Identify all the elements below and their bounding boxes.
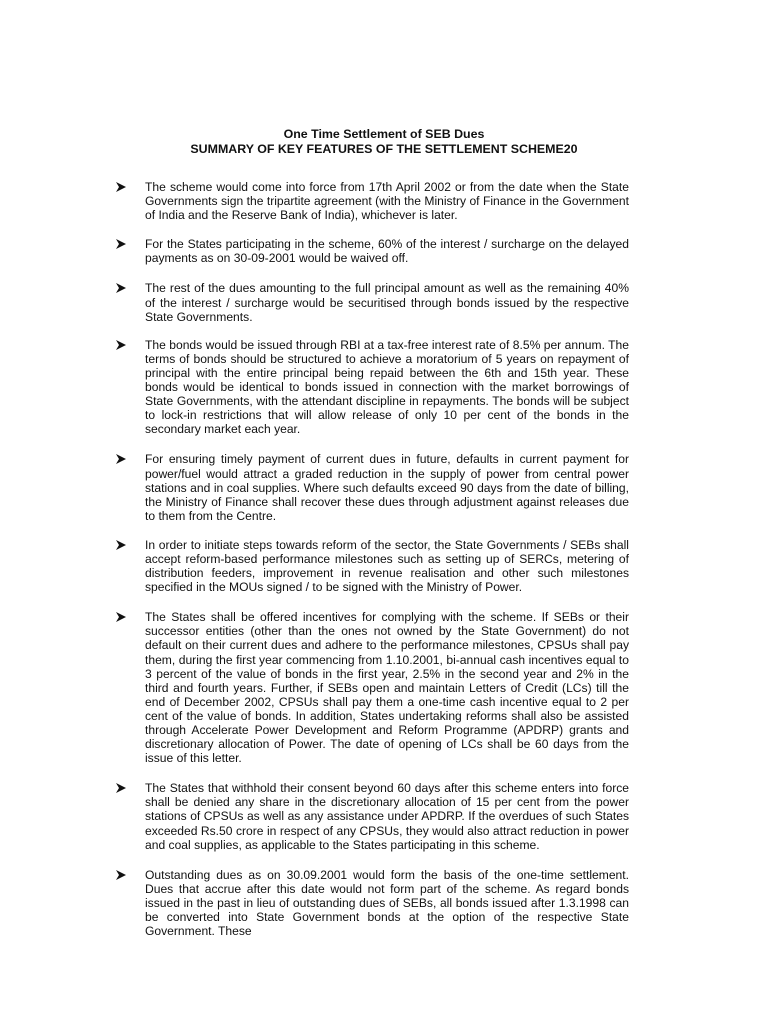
document-heading bbox=[100, 127, 668, 157]
bullet-item-1 bbox=[115, 180, 629, 222]
bullet-item-9 bbox=[115, 868, 629, 938]
arrow-bullet-icon bbox=[115, 453, 127, 465]
arrow-bullet-icon bbox=[115, 339, 127, 351]
arrow-bullet-icon bbox=[115, 181, 127, 193]
bullet-item-8 bbox=[115, 781, 629, 851]
bullet-text: The States shall be offered incentives for complying with the scheme. If SEBs or their successor entities (other than the ones not owned by the State Government) do not default on their current dues and adhere to the performance milestones, CPSUs shall pay them, during the first year commencing from 1.10.2001, bi-annual cash incentives equal to 3 percent of the value of bonds in the first year, 2.5% in the second year and 2% in the third and fourth years. Further, if SEBs open and maintain Letters of Credit (LCs) till the end of December 2002, CPSUs shall pay them a one-time cash incentive equal to 2 per cent of the value of bonds. In addition, States undertaking reforms shall also be assisted through Accelerate Power Development and Reform Programme (APDRP) grants and discretionary allocation of Power. The date of opening of LCs shall be 60 days from the issue of this letter. bbox=[145, 610, 629, 766]
bullet-item-3 bbox=[115, 281, 629, 323]
bullet-text: The rest of the dues amounting to the full principal amount as well as the remaining 40% of the interest / surcharge would be securitised through bonds issued by the respective State Governments. bbox=[145, 281, 629, 324]
arrow-bullet-icon bbox=[115, 869, 127, 881]
bullet-text: The bonds would be issued through RBI at a tax-free interest rate of 8.5% per annum. The terms of bonds should be structured to achieve a moratorium of 5 years on repayment of principal with the entire principal being repaid between the 6th and 15th year. These bonds would be identical to bonds issued in connection with the market borrowings of State Governments, with the attendant discipline in repayments. The bonds will be subject to lock-in restrictions that will allow release of only 10 per cent of the bonds in the secondary market each year. bbox=[145, 337, 629, 437]
arrow-bullet-icon bbox=[115, 611, 127, 623]
arrow-bullet-icon bbox=[115, 238, 127, 250]
bullet-text: The scheme would come into force from 17th April 2002 or from the date when the State Governments sign the tripartite agreement (with the Ministry of Finance in the Government of India and the Reserve Bank of India), whichever is later. bbox=[145, 180, 629, 223]
bullet-text: In order to initiate steps towards reform of the sector, the State Governments / SEBs shall accept reform-based performance milestones such as setting up of SERCs, metering of distribution feeders, improvement in revenue realisation and other such milestones specified in the MOUs signed / to be signed with the Ministry of Power. bbox=[145, 537, 629, 595]
bullet-item-7 bbox=[115, 610, 629, 765]
document-title: One Time Settlement of SEB Dues bbox=[283, 127, 485, 141]
bullet-item-2 bbox=[115, 237, 629, 265]
bullet-text: The States that withhold their consent beyond 60 days after this scheme enters into force shall be denied any share in the discretionary allocation of 15 per cent from the power stations of CPSUs as well as any assistance under APDRP. If the overdues of such States exceeded Rs.50 crore in respect of any CPSUs, they would also attract reduction in power and coal supplies, as applicable to the States participating in this scheme. bbox=[145, 781, 629, 852]
arrow-bullet-icon bbox=[115, 282, 127, 294]
bullet-item-6 bbox=[115, 538, 629, 594]
bullet-text: For the States participating in the scheme, 60% of the interest / surcharge on the delayed payments as on 30-09-2001 would be waived off. bbox=[145, 237, 629, 266]
document-subtitle: SUMMARY OF KEY FEATURES OF THE SETTLEMENT SCHEME20 bbox=[190, 142, 578, 156]
bullet-item-5 bbox=[115, 452, 629, 522]
bullet-text: For ensuring timely payment of current dues in future, defaults in current payment for power/fuel would attract a graded reduction in the supply of power from central power stations and in coal supplies. Where such defaults exceed 90 days from the date of billing, the Ministry of Finance shall recover these dues through adjustment against releases due to them from the Centre. bbox=[145, 452, 629, 523]
arrow-bullet-icon bbox=[115, 782, 127, 794]
key-features-list bbox=[115, 180, 629, 953]
arrow-bullet-icon bbox=[115, 539, 127, 551]
bullet-text: Outstanding dues as on 30.09.2001 would form the basis of the one-time settlement. Dues that accrue after this date would not form part of the scheme. As regard bonds issued in the past in lieu of outstanding dues of SEBs, all bonds issued after 1.3.1998 can be converted into State Government bonds at the option of the respective State Government. These bbox=[145, 867, 629, 939]
bullet-item-4 bbox=[115, 338, 629, 437]
